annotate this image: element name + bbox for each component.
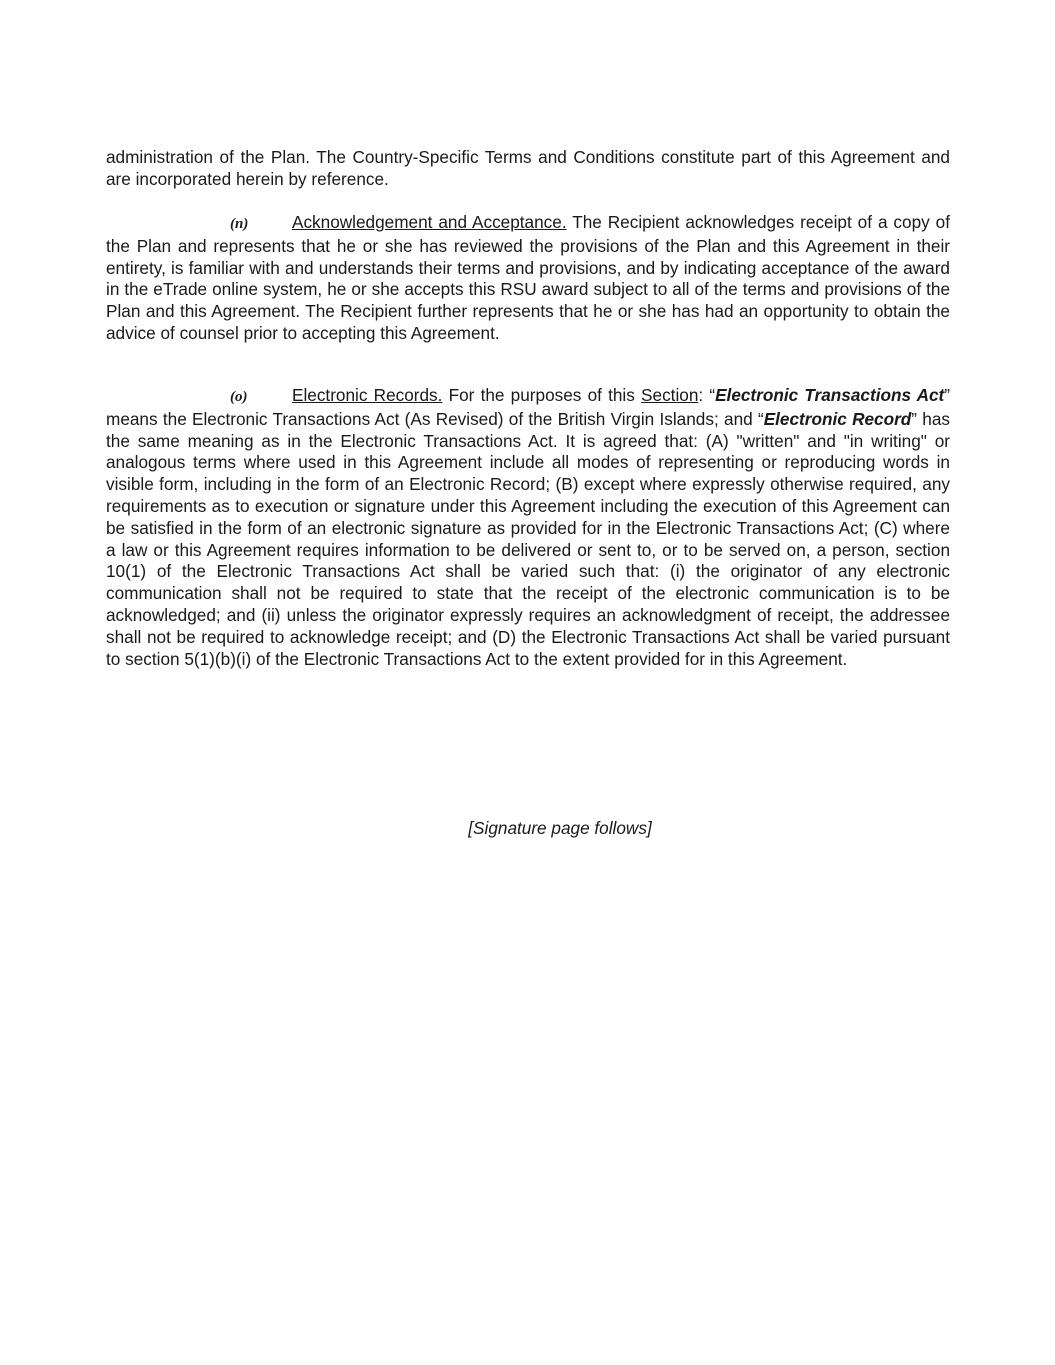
paragraph-o-marker: (o): [230, 389, 248, 405]
paragraph-n-acknowledgement: [106, 212, 950, 345]
paragraph-n-body: The Recipient acknowledges receipt of a copy of the Plan and represents that he or she has reviewed the provisions of the Plan and this Agreement in their entirety, is familiar with and understands their terms and provisions, and by indicating acceptance of the award in the eTrade online system, he or she accepts this RSU award subject to all of the terms and provisions of the Plan and this Agreement. The Recipient further represents that he or she has had an opportunity to obtain the advice of counsel prior to accepting this Agreement.: [106, 212, 950, 343]
paragraph-o-lead: For the purposes of this: [442, 385, 642, 405]
paragraph-o-colon: : “: [698, 385, 716, 405]
paragraph-o-text-1: ” means the Electronic Transactions Act (As Revised) of the British Virgin Islands; and “: [106, 385, 951, 429]
section-reference: Section: [641, 385, 699, 405]
paragraph-o-heading: Electronic Records.: [292, 385, 443, 405]
signature-page-note: [Signature page follows]: [468, 818, 652, 838]
paragraph-continuation: [106, 147, 950, 191]
paragraph-n-heading: Acknowledgement and Acceptance.: [292, 212, 567, 232]
paragraph-o-electronic-records: [106, 385, 950, 670]
paragraph-o-text-2: ” has the same meaning as in the Electronic Transactions Act. It is agreed that: (A) "written" and "in writing" or analogous terms where used in this Agreement include all modes of representing or reproducing words in visible form, including in the form of an Electronic Record; (B) except where expressly otherwise required, any requirements as to execution or signature under this Agreement including the execution of this Agreement can be satisfied in the form of an electronic signature as provided for in the Electronic Transactions Act; (C) where a law or this Agreement requires information to be delivered or sent to, or to be served on, a person, section 10(1) of the Electronic Transactions Act shall be varied such that: (i) the originator of any electronic communication shall not be required to state that the receipt of the electronic communication is to be acknowledged; and (ii) unless the originator expressly requires an acknowledgment of receipt, the addressee shall not be required to acknowledge receipt; and (D) the Electronic Transactions Act shall be varied pursuant to section 5(1)(b)(i) of the Electronic Transactions Act to the extent provided for in this Agreement.: [106, 408, 950, 669]
paragraph-n-marker: (n): [230, 216, 249, 232]
paragraph-continuation-text: administration of the Plan. The Country-Specific Terms and Conditions constitute part of this Agreement and are incorporated herein by reference.: [106, 147, 950, 189]
defined-term-electronic-record: Electronic Record: [763, 408, 912, 429]
defined-term-electronic-transactions-act: Electronic Transactions Act: [715, 385, 945, 405]
